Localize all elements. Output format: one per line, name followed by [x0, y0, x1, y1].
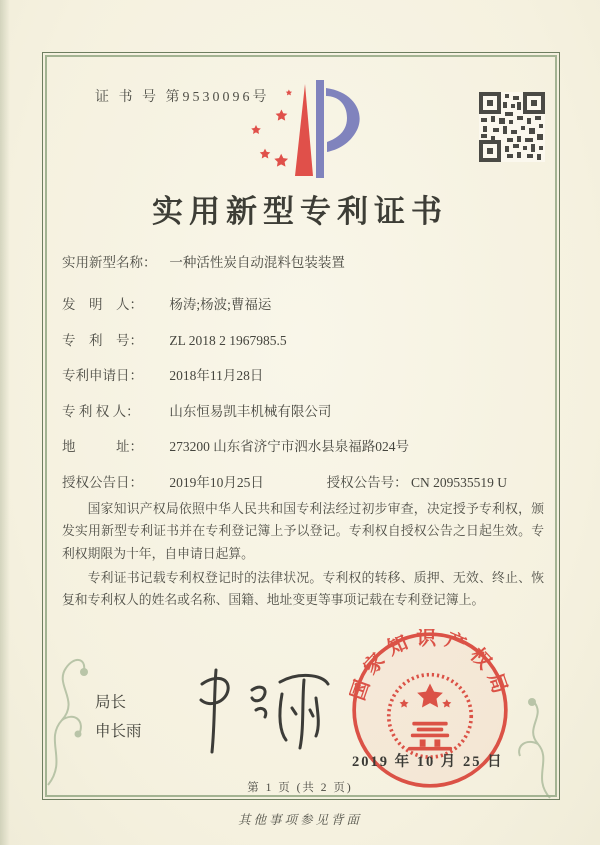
director-block [95, 688, 142, 747]
page-number: 第 1 页 (共 2 页) [247, 782, 353, 794]
field-label: 专 利 号： [62, 332, 143, 348]
field-label: 地 址： [62, 439, 143, 454]
field-address [62, 435, 544, 455]
director-title: 局长 [95, 694, 127, 711]
grant-date-value: 2019年10月25日 [169, 474, 264, 490]
director-signature-icon [182, 660, 337, 765]
field-value: 2018年11月28日 [169, 368, 264, 383]
seal-date: 2019 年 10 月 25 日 [352, 754, 504, 770]
qr-code-icon [479, 92, 545, 167]
cnipa-logo-icon [243, 76, 365, 189]
director-name: 申长雨 [95, 723, 142, 741]
legal-paragraph-1: 国家知识产权局依照中华人民共和国专利法经过初步审查，决定授予专利权，颁发实用新型专利证书并在专利登记簿上予以登记。专利权自授权公告之日起生效。专利权期限为十年，自申请日起算。 [62, 502, 544, 561]
field-grant-row [62, 471, 544, 491]
field-label: 实用新型名称： [62, 255, 157, 270]
field-value: 杨涛;杨波;曹福运 [169, 297, 272, 312]
field-value: 273200 山东省济宁市泗水县泉福路024号 [169, 439, 409, 454]
field-inventors [62, 293, 544, 313]
field-value: 山东恒易凯丰机械有限公司 [169, 403, 332, 419]
field-label: 专利申请日： [62, 368, 143, 383]
field-value: ZL 2018 2 1967985.5 [169, 332, 287, 348]
field-utility-model-name [62, 251, 544, 271]
field-patent-number [62, 329, 544, 349]
grant-date-label: 授权公告日： [62, 474, 143, 490]
seal-text: 国家知识产权局 [349, 629, 511, 704]
field-value: 一种活性炭自动混料包装装置 [169, 255, 345, 270]
field-label: 发 明 人： [62, 297, 143, 312]
certificate-number: 证 书 号 第9530096号 [95, 90, 270, 105]
certificate-title: 实用新型专利证书 [152, 194, 448, 229]
flourish-ornament-icon [40, 640, 90, 795]
field-application-date [62, 364, 544, 384]
scan-edge-shade [0, 0, 10, 845]
field-list [62, 251, 544, 506]
grant-no-value: CN 209535519 U [411, 474, 508, 490]
grant-no-label: 授权公告号： [326, 474, 408, 490]
legal-text [62, 498, 544, 613]
field-label: 专 利 权 人： [62, 403, 140, 419]
field-patentee [62, 400, 544, 420]
back-side-note: 其他事项参见背面 [237, 813, 362, 827]
legal-paragraph-2: 专利证书记载专利权登记时的法律状况。专利权的转移、质押、无效、终止、恢复和专利权人的姓名或名称、国籍、地址变更等事项记载在专利登记簿上。 [62, 570, 544, 608]
